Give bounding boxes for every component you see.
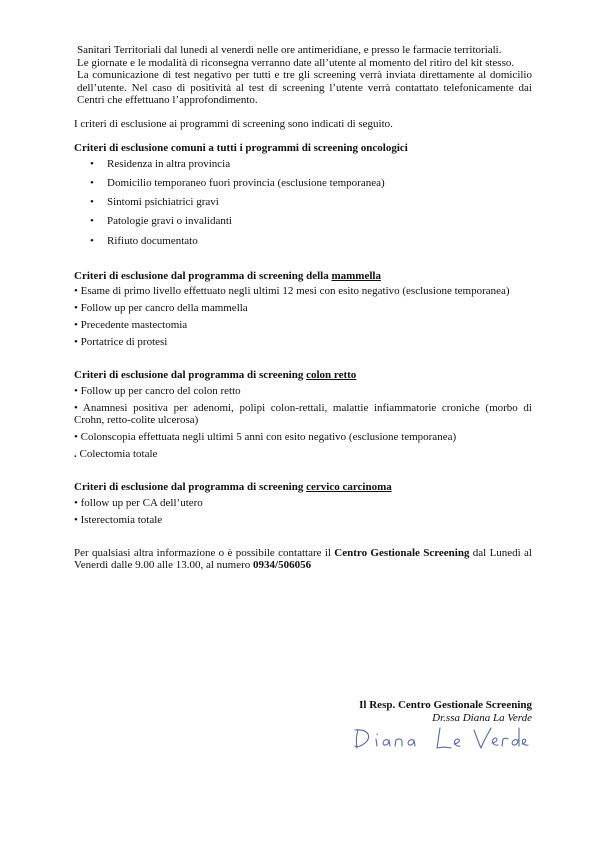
- list-item: • Colonscopia effettuata negli ultimi 5 anni con esito negativo (esclusione temporanea): [74, 431, 457, 444]
- list-item: • Esame di primo livello effettuato negli ultimi 12 mesi con esito negativo (esclusione temporanea): [74, 285, 510, 298]
- common-criteria-heading: Criteri di esclusione comuni a tutti i programmi di screening oncologici: [74, 141, 408, 154]
- signature-block: [359, 699, 532, 725]
- center-name: Centro Gestionale Screening: [334, 546, 470, 559]
- colon-underlined: colon retto: [306, 369, 357, 382]
- list-item: • Precedente mastectomia: [74, 319, 188, 332]
- list-item: • Rifiuto documentato: [90, 234, 198, 247]
- list-item: • Portatrice di protesi: [74, 336, 168, 349]
- list-item: • follow up per CA dell’utero: [74, 496, 203, 509]
- colon-heading: Criteri di esclusione dal programma di screening colon retto: [74, 369, 357, 382]
- list-item: • Follow up per cancro del colon retto: [74, 384, 241, 397]
- handwritten-signature: [350, 724, 534, 752]
- list-item: • Patologie gravi o invalidanti: [90, 215, 232, 228]
- list-item: • Isterectomia totale: [74, 513, 163, 526]
- cervice-heading: Criteri di esclusione dal programma di screening cervico carcinoma: [74, 481, 392, 494]
- mammella-underlined: mammella: [331, 269, 381, 282]
- mammella-heading: Criteri di esclusione dal programma di screening della mammella: [74, 269, 381, 282]
- document-body: [74, 44, 532, 572]
- intro-paragraph-3: La comunicazione di test negativo per tutti e tre gli screening verrà inviata direttamente al domicilio dell’utente. Nel caso di positività al test di screening l’utente verrà contattato telefonicamente dai Centri che effettuano l’approfondimento.: [77, 69, 532, 107]
- bullet-icon: •: [90, 234, 94, 247]
- signature-title: Il Resp. Centro Gestionale Screening: [359, 699, 532, 711]
- bullet-icon: •: [90, 158, 94, 171]
- signature-name: Dr.ssa Diana La Verde: [432, 712, 532, 724]
- bullet-icon: •: [90, 215, 94, 228]
- list-item: • Domicilio temporaneo fuori provincia (esclusione temporanea): [90, 177, 385, 190]
- list-item: • Sintomi psichiatrici gravi: [90, 196, 219, 209]
- cervice-underlined: cervico carcinoma: [306, 481, 392, 494]
- intro-section: [74, 44, 532, 107]
- list-item: . Colectomia totale: [74, 448, 158, 461]
- cervice-criteria-list: [74, 497, 532, 527]
- list-marker: .: [74, 448, 77, 461]
- mammella-criteria-list: [74, 285, 532, 349]
- list-item: • Residenza in altra provincia: [90, 158, 231, 171]
- bullet-icon: •: [90, 196, 94, 209]
- criteria-intro: I criteri di esclusione ai programmi di screening sono indicati di seguito.: [74, 117, 393, 130]
- list-item: • Follow up per cancro della mammella: [74, 302, 248, 315]
- intro-paragraph-2: Le giornate e le modalità di riconsegna verranno date all’utente al momento del ritiro del kit stesso.: [77, 56, 515, 69]
- contact-paragraph: Per qualsiasi altra informazione o è possibile contattare il Centro Gestionale Screening dal Lunedì al Venerdì dalle 9.00 alle 13.00, al numero 0934/506056: [74, 546, 532, 572]
- intro-paragraph-1: Sanitari Territoriali dal lunedì al venerdì nelle ore antimeridiane, e presso le farmacie territoriali.: [77, 44, 502, 56]
- bullet-icon: •: [90, 177, 94, 190]
- colon-criteria-list: [74, 385, 532, 461]
- list-item: • Anamnesi positiva per adenomi, polipi colon-rettali, malattie infiammatorie croniche (morbo di Crohn, retto-colite ulcerosa): [74, 401, 532, 427]
- phone-number: 0934/506056: [253, 559, 312, 572]
- common-criteria-list: [74, 158, 532, 247]
